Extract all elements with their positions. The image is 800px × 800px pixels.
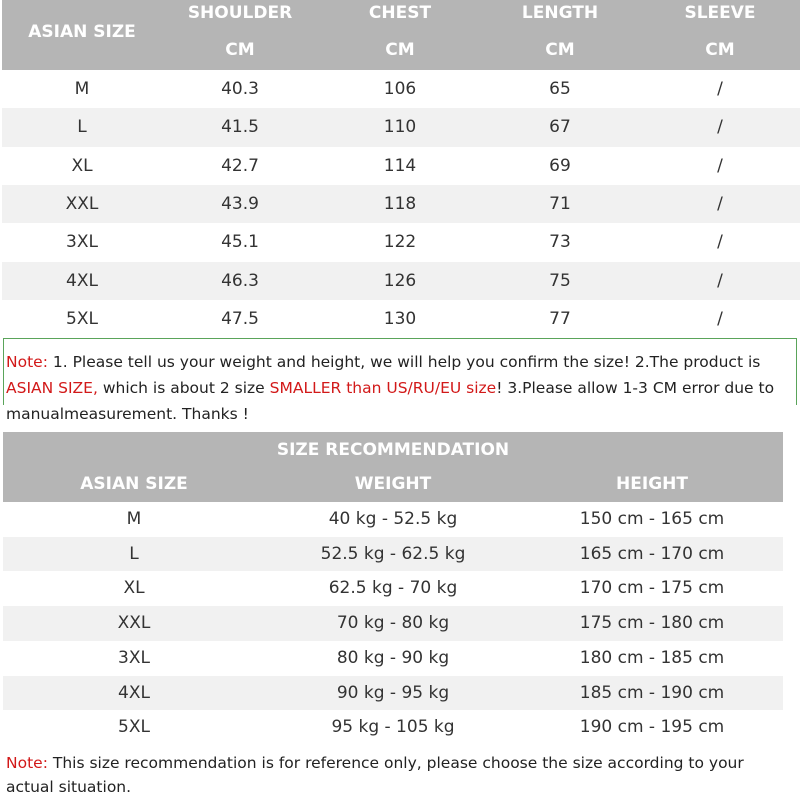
table-cell: 69	[549, 155, 571, 176]
table-cell: 45.1	[221, 232, 259, 253]
table-cell: 3XL	[66, 232, 98, 253]
note-label: Note:	[6, 754, 48, 772]
table-cell: L	[77, 117, 87, 138]
note-text: which is about 2 size	[97, 379, 270, 397]
table-cell: 73	[549, 232, 571, 253]
table-cell: /	[717, 308, 723, 329]
table-cell: 106	[383, 79, 417, 99]
table-row	[2, 147, 800, 185]
table-cell: /	[717, 193, 723, 214]
table-cell: 170 cm - 175 cm	[579, 578, 725, 599]
column-header: ASIAN SIZE	[28, 22, 136, 42]
table-row	[3, 641, 783, 676]
recommendation-title: SIZE RECOMMENDATION	[276, 440, 510, 460]
table-row	[2, 223, 800, 261]
table-cell: XXL	[65, 193, 99, 214]
table-row	[3, 710, 783, 745]
column-header: SLEEVE	[684, 3, 756, 23]
recommendation-note	[6, 751, 796, 799]
column-unit: CM	[385, 40, 415, 60]
note-label: Note:	[6, 353, 48, 371]
table-row	[3, 502, 783, 537]
column-header: SHOULDER	[187, 3, 293, 23]
note-text: 1. Please tell us your weight and height, we will help you confirm the size! 2.The product is	[47, 353, 761, 371]
table-cell: XXL	[117, 613, 151, 634]
table-cell: 43.9	[221, 193, 259, 214]
table-cell: 46.3	[221, 270, 259, 291]
measurement-table-header	[2, 0, 800, 70]
table-cell: L	[129, 543, 139, 564]
table-row	[2, 70, 800, 108]
size-recommendation-table	[3, 432, 783, 745]
note-text: ! 3.Please allow 1-3 CM error due to manualmeasurement. Thanks !	[6, 379, 775, 423]
table-cell: 3XL	[118, 647, 150, 668]
table-cell: XL	[123, 578, 145, 599]
table-cell: 71	[549, 193, 571, 214]
table-cell: 150 cm - 165 cm	[579, 509, 725, 529]
table-cell: 5XL	[66, 308, 98, 329]
table-cell: 165 cm - 170 cm	[579, 543, 725, 564]
table-cell: 75	[549, 270, 571, 291]
column-header: ASIAN SIZE	[80, 474, 188, 494]
table-cell: 80 kg - 90 kg	[336, 647, 450, 668]
table-row	[2, 185, 800, 223]
table-cell: 190 cm - 195 cm	[579, 717, 725, 738]
table-cell: 67	[549, 117, 571, 138]
measurement-table	[2, 0, 800, 338]
column-header: CHEST	[368, 3, 432, 23]
table-cell: 4XL	[66, 270, 98, 291]
table-cell: 41.5	[221, 117, 259, 138]
column-header: HEIGHT	[616, 474, 688, 494]
table-cell: XL	[71, 155, 93, 176]
table-cell: 114	[383, 155, 417, 176]
column-header: WEIGHT	[354, 474, 432, 494]
table-cell: 42.7	[221, 155, 259, 176]
table-cell: /	[717, 270, 723, 291]
column-unit: CM	[705, 40, 735, 60]
table-cell: 185 cm - 190 cm	[579, 682, 725, 703]
table-cell: /	[717, 232, 723, 253]
table-cell: 40 kg - 52.5 kg	[328, 509, 458, 529]
table-cell: 122	[383, 232, 417, 253]
table-cell: 70 kg - 80 kg	[336, 613, 450, 634]
table-row	[3, 571, 783, 606]
table-cell: 62.5 kg - 70 kg	[328, 578, 458, 599]
table-row	[3, 537, 783, 572]
table-cell: 110	[383, 117, 417, 138]
table-cell: M	[126, 509, 142, 529]
table-cell: 52.5 kg - 62.5 kg	[320, 543, 466, 564]
table-row	[2, 262, 800, 300]
table-cell: /	[717, 155, 723, 176]
table-cell: /	[717, 79, 723, 99]
table-cell: 40.3	[221, 79, 259, 99]
table-cell: /	[717, 117, 723, 138]
size-note	[6, 349, 796, 427]
table-cell: 175 cm - 180 cm	[579, 613, 725, 634]
note-highlight: ASIAN SIZE,	[6, 379, 98, 397]
column-header: LENGTH	[521, 3, 599, 23]
table-row	[3, 606, 783, 641]
note-highlight: SMALLER than US/RU/EU size	[269, 379, 497, 397]
column-unit: CM	[225, 40, 255, 60]
table-cell: 118	[383, 193, 417, 214]
table-cell: M	[74, 79, 90, 99]
note-text: This size recommendation is for reference only, please choose the size according to your actual situation.	[6, 754, 744, 796]
table-cell: 130	[383, 308, 417, 329]
table-row	[2, 108, 800, 146]
recommendation-header	[3, 432, 783, 502]
table-row	[2, 300, 800, 338]
table-cell: 4XL	[118, 682, 150, 703]
table-cell: 77	[549, 308, 571, 329]
table-row	[3, 676, 783, 711]
table-cell: 126	[383, 270, 417, 291]
table-cell: 180 cm - 185 cm	[579, 647, 725, 668]
table-cell: 65	[549, 79, 571, 99]
table-cell: 47.5	[221, 308, 259, 329]
table-cell: 90 kg - 95 kg	[336, 682, 450, 703]
table-cell: 95 kg - 105 kg	[331, 717, 455, 738]
column-unit: CM	[545, 40, 575, 60]
table-cell: 5XL	[118, 717, 150, 738]
